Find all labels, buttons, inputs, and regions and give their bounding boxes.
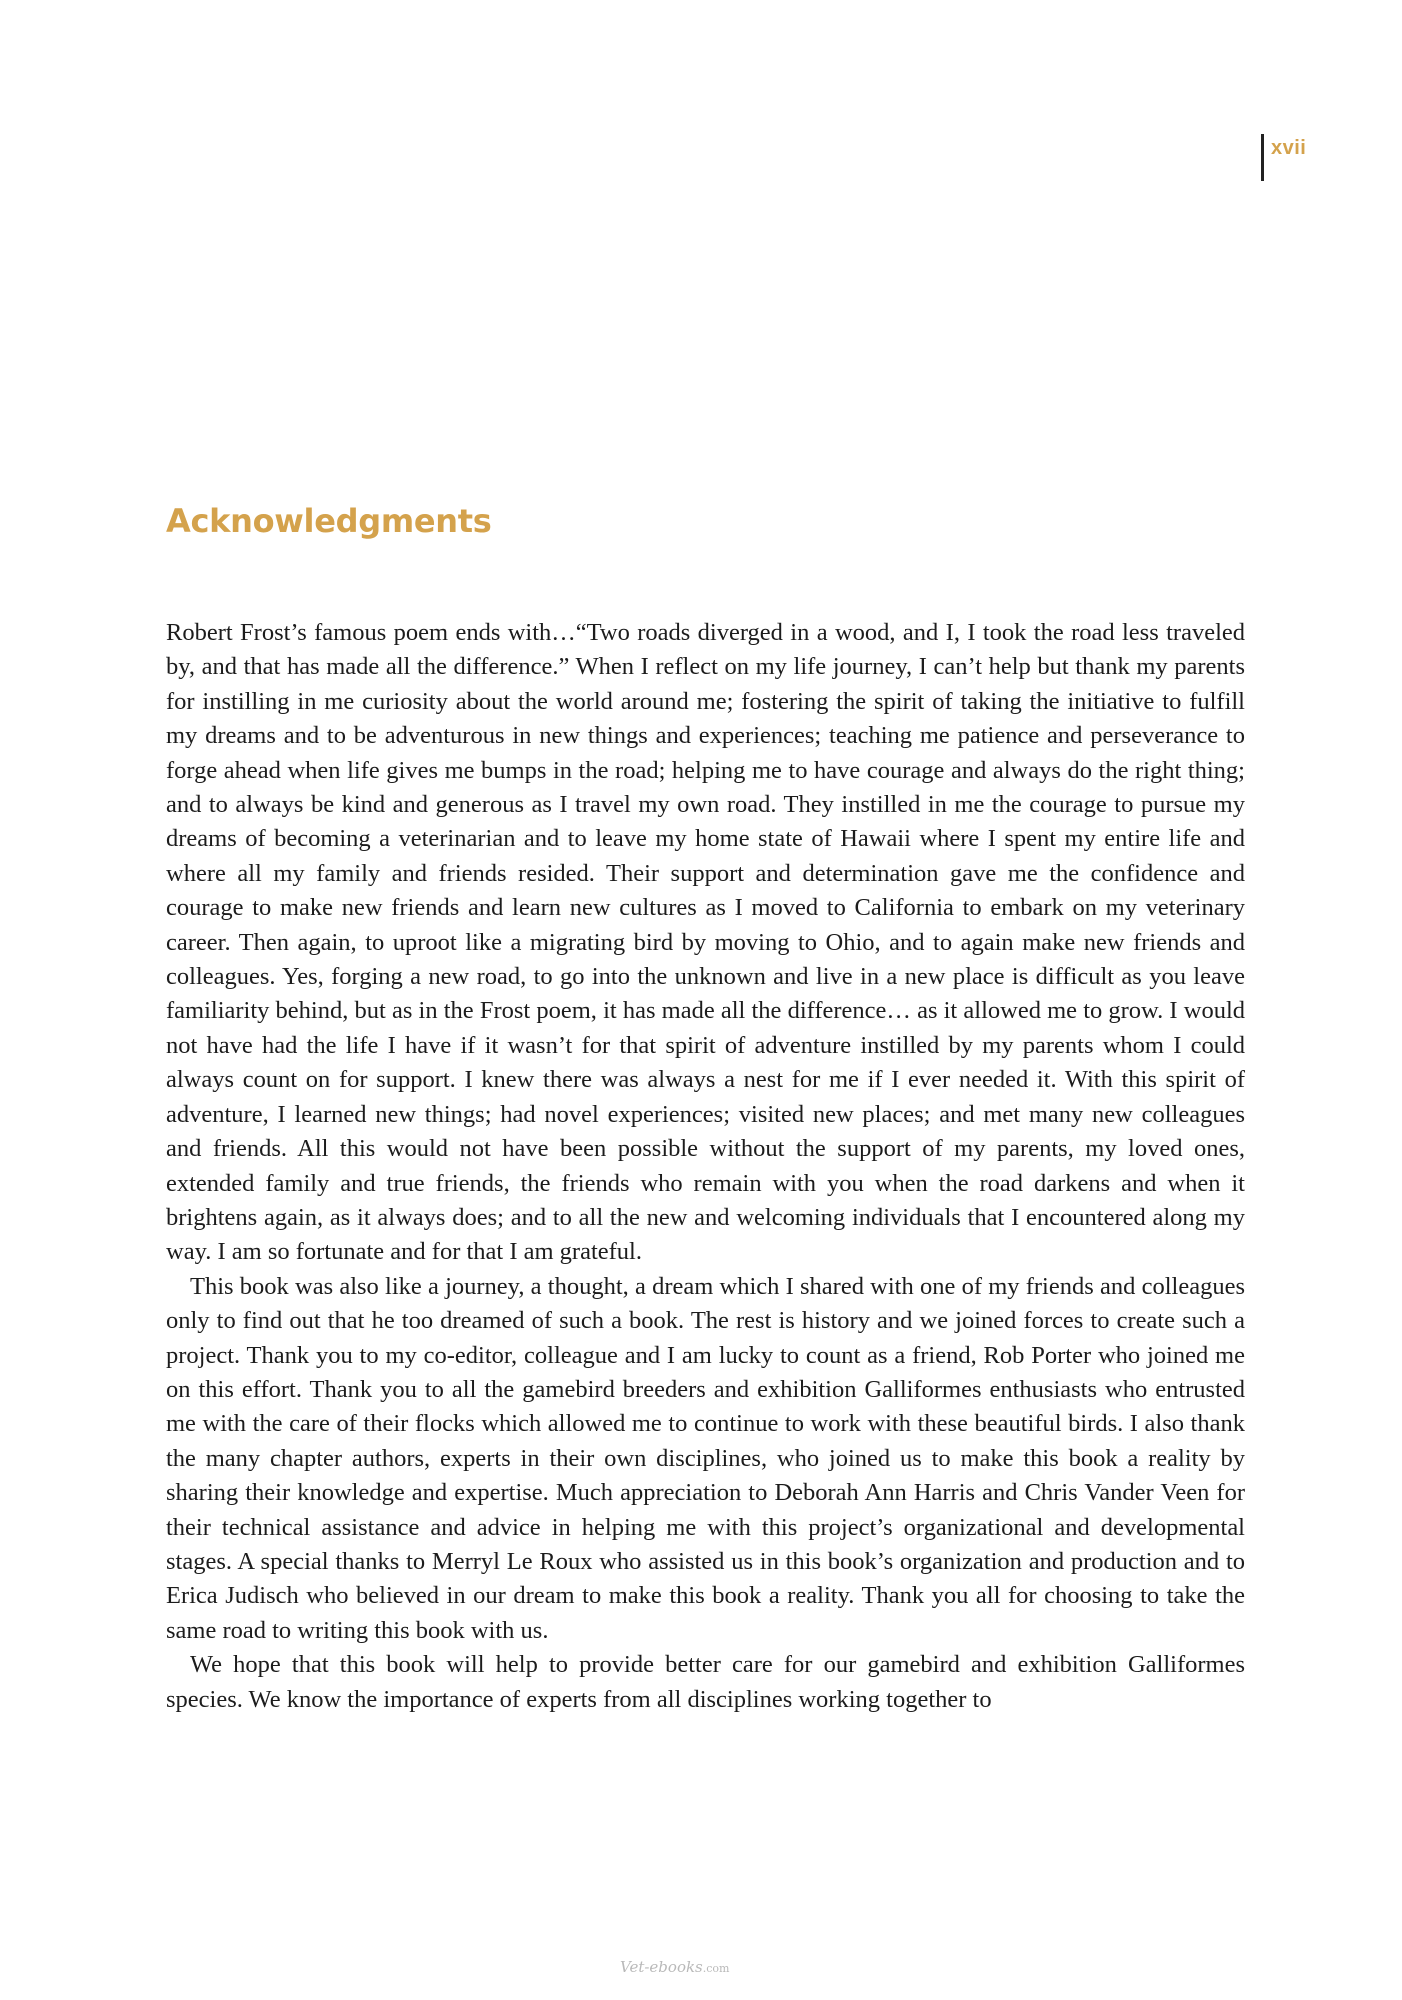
chapter-title: Acknowledgments <box>166 502 492 540</box>
watermark-main: Vet-ebooks <box>620 1958 703 1976</box>
watermark <box>620 1958 729 1976</box>
watermark-suffix: .com <box>702 1962 730 1975</box>
page-number: xvii <box>1271 137 1307 159</box>
paragraph-1: Robert Frost’s famous poem ends with…“Two roads diverged in a wood, and I, I took the road less traveled by, and that has made all the difference.” When I reflect on my life journey, I can’t help but thank my parents for instilling in me curiosity about the world around me; fostering the spirit of taking the initiative to fulfill my dreams and to be adventurous in new things and experiences; teaching me patience and perseverance to forge ahead when life gives me bumps in the road; helping me to have courage and always do the right thing; and to always be kind and generous as I travel my own road. They instilled in me the courage to pursue my dreams of becoming a veterinarian and to leave my home state of Hawaii where I spent my entire life and where all my family and friends resided. Their support and determination gave me the confidence and courage to make new friends and learn new cultures as I moved to California to embark on my veterinary career. Then again, to uproot like a migrating bird by moving to Ohio, and to again make new friends and colleagues. Yes, forging a new road, to go into the unknown and live in a new place is difficult as you leave familiarity behind, but as in the Frost poem, it has made all the difference… as it allowed me to grow. I would not have had the life I have if it wasn’t for that spirit of adventure instilled by my parents whom I could always count on for support. I knew there was always a nest for me if I ever needed it. With this spirit of adventure, I learned new things; had novel experiences; visited new places; and met many new colleagues and friends. All this would not have been possible without the support of my parents, my loved ones, extended family and true friends, the friends who remain with you when the road darkens and when it brightens again, as it always does; and to all the new and welcoming individuals that I encountered along my way. I am so fortunate and for that I am grateful. <box>166 619 1245 1266</box>
page-number-rule <box>1261 134 1264 181</box>
body-text <box>166 616 1245 1717</box>
paragraph-3: We hope that this book will help to provide better care for our gamebird and exhibition Galliformes species. We know the importance of experts from all disciplines working together to <box>166 1651 1245 1713</box>
paragraph-2: This book was also like a journey, a thought, a dream which I shared with one of my friends and colleagues only to find out that he too dreamed of such a book. The rest is history and we joined forces to create such a project. Thank you to my co-editor, colleague and I am lucky to count as a friend, Rob Porter who joined me on this effort. Thank you to all the gamebird breeders and exhibition Galliformes enthusiasts who entrusted me with the care of their flocks which allowed me to continue to work with these beautiful birds. I also thank the many chapter authors, experts in their own disciplines, who joined us to make this book a reality by sharing their knowledge and expertise. Much appreciation to Deborah Ann Harris and Chris Vander Veen for their technical assistance and advice in helping me with this project’s organizational and developmental stages. A special thanks to Merryl Le Roux who assisted us in this book’s organization and production and to Erica Judisch who believed in our dream to make this book a reality. Thank you all for choosing to take the same road to writing this book with us. <box>166 1272 1245 1644</box>
